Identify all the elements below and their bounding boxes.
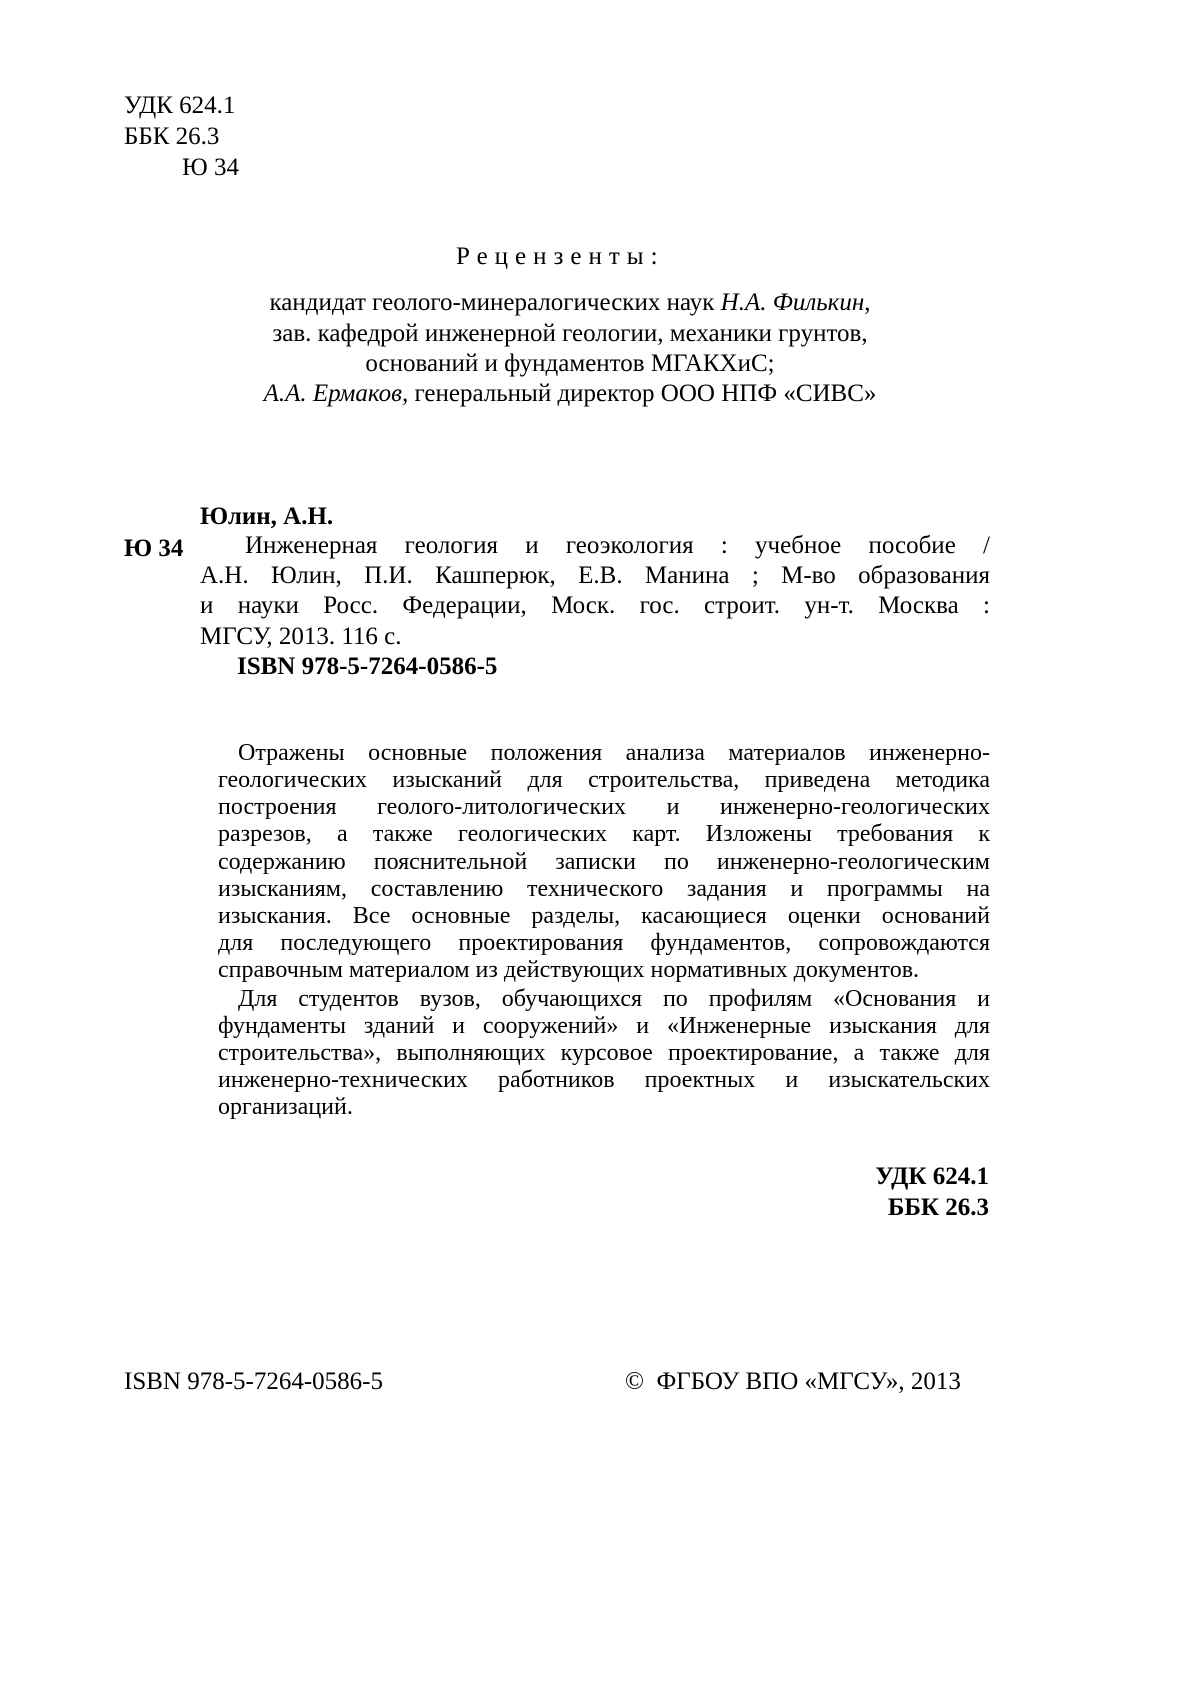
catalog-line-3: и науки Росс. Федерации, Моск. гос. строит. ун-т. Москва : [200, 592, 990, 620]
udk-code-top: УДК 624.1 [124, 90, 235, 122]
annotation-line: справочным материалом из действующих нормативных документов. [218, 957, 990, 984]
annotation-line: Для студентов вузов, обучающихся по профилям «Основания и [238, 986, 990, 1013]
annotation-line: организаций. [218, 1094, 990, 1121]
annotation-line: для последующего проектирования фундаментов, сопровождаются [218, 930, 990, 957]
reviewer-line-1 [120, 289, 1020, 317]
annotation-line: фундаменты зданий и сооружений» и «Инженерные изыскания для [218, 1013, 990, 1040]
annotation-line: геологических изысканий для строительства, приведена методика [218, 767, 990, 794]
annotation-line: изысканиям, составлению технического задания и программы на [218, 876, 990, 903]
author-mark-top: Ю 34 [182, 152, 239, 184]
annotation-line: изыскания. Все основные разделы, касающиеся оценки оснований [218, 903, 990, 930]
reviewer-2-title: генеральный директор ООО НПФ «СИВС» [408, 380, 876, 407]
reviewer-line-2: зав. кафедрой инженерной геологии, механики грунтов, [120, 320, 1020, 348]
footer-copyright: © ФГБОУ ВПО «МГСУ», 2013 [625, 1368, 961, 1396]
catalog-line-2: А.Н. Юлин, П.И. Кашперюк, Е.В. Манина ; М-во образования [200, 562, 990, 590]
annotation-line: строительства», выполняющих курсовое проектирование, а также для [218, 1040, 990, 1067]
annotation-line: Отражены основные положения анализа материалов инженерно- [238, 740, 990, 767]
udk-code-bottom: УДК 624.1 [589, 1163, 989, 1191]
reviewer-line-3: оснований и фундаментов МГАКХиС; [120, 350, 1020, 378]
footer-isbn: ISBN 978-5-7264-0586-5 [124, 1368, 383, 1396]
annotation-line: содержанию пояснительной записки по инженерно-геологическим [218, 849, 990, 876]
reviewer-1-title: кандидат геолого-минералогических наук [270, 289, 721, 316]
catalog-line-4: МГСУ, 2013. 116 с. [200, 620, 402, 653]
reviewer-1-tail: , [864, 289, 870, 316]
annotation-line: построения геолого-литологических и инженерно-геологических [218, 794, 990, 821]
reviewer-1-name: Н.А. Филькин [721, 289, 865, 316]
reviewers-heading: Рецензенты: [456, 243, 665, 271]
bbk-code-bottom: ББК 26.3 [589, 1194, 989, 1222]
catalog-author: Юлин, А.Н. [200, 500, 333, 533]
page [0, 0, 1200, 1703]
bbk-code-top: ББК 26.3 [124, 121, 219, 153]
catalog-line-1: Инженерная геология и геоэкология : учебное пособие / [245, 532, 990, 560]
catalog-isbn: ISBN 978-5-7264-0586-5 [237, 650, 497, 683]
annotation-line: инженерно-технических работников проектных и изыскательских [218, 1067, 990, 1094]
reviewer-line-4 [120, 380, 1020, 408]
reviewer-2-name: А.А. Ермаков, [264, 380, 409, 407]
annotation-line: разрезов, а также геологических карт. Изложены требования к [218, 821, 990, 848]
catalog-mark: Ю 34 [124, 532, 183, 565]
